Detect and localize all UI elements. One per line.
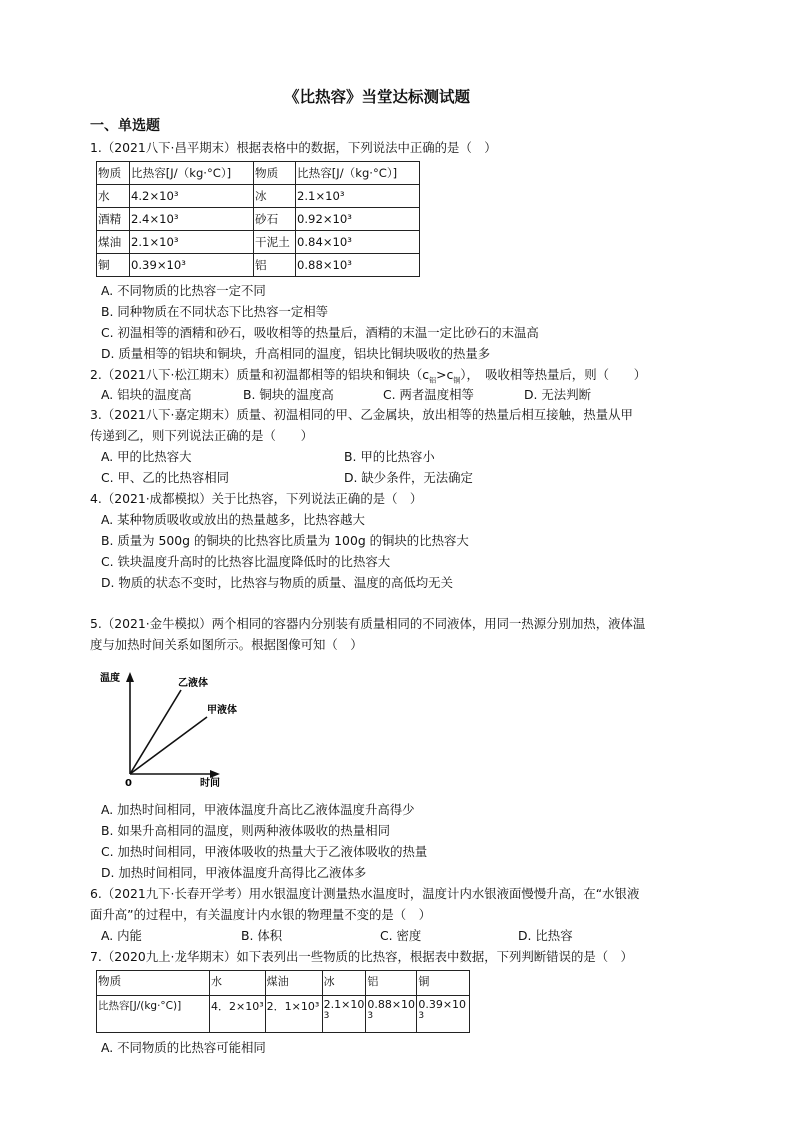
table-header-cell: 煤油	[265, 971, 322, 996]
cell-value-wrap: 3	[367, 1011, 374, 1021]
cell-value: 2.1×10	[323, 998, 365, 1011]
q2-option-b: B. 铜块的温度高	[243, 387, 334, 402]
q2-stem-part: >c	[436, 367, 454, 382]
q5-option-a: A. 加热时间相同，甲液体温度升高比乙液体温度升高得少	[101, 802, 415, 817]
q3-option-c: C. 甲、乙的比热容相同	[101, 470, 230, 485]
x-axis-label: 时间	[200, 778, 220, 789]
q6-option-c: C. 密度	[380, 928, 422, 943]
cell-value-wrap: 3	[418, 1011, 425, 1021]
table-header-cell: 物质	[254, 162, 296, 185]
label-jia-liquid: 甲液体	[207, 705, 237, 716]
q5-option-b: B. 如果升高相同的温度，则两种液体吸收的热量相同	[101, 823, 390, 838]
table-cell: 2.1×10³	[296, 185, 420, 208]
q1-option-b: B. 同种物质在不同状态下比热容一定相等	[101, 304, 329, 319]
q2-subscript-cu: 铜	[453, 376, 461, 385]
q7-table	[96, 970, 470, 1033]
q1-option-c: C. 初温相等的酒精和砂石，吸收相等的热量后，酒精的末温一定比砂石的末温高	[101, 325, 539, 340]
table-row	[97, 254, 420, 277]
q3-stem-line2: 传递到乙，则下列说法正确的是（ ）	[90, 428, 314, 443]
x-axis-arrow	[210, 770, 220, 778]
table-cell	[265, 996, 322, 1033]
table-cell: 4.2×10³	[130, 185, 254, 208]
table-row	[97, 996, 470, 1033]
q3-stem-line1: 3.（2021八下·嘉定期末）质量、初温相同的甲、乙金属块，放出相等的热量后相互接触，热量从甲	[90, 407, 633, 422]
q2-option-a: A. 铝块的温度高	[101, 387, 192, 402]
table-cell: 2.1×10³	[130, 231, 254, 254]
q6-stem-line1: 6.（2021九下·长春开学考）用水银温度计测量热水温度时，温度计内水银液面慢慢升高，在“水银液	[90, 886, 640, 901]
q2-option-d: D. 无法判断	[524, 387, 591, 402]
q5-stem-line1: 5.（2021·金牛模拟）两个相同的容器内分别装有质量相同的不同液体，用同一热源分别加热，液体温	[90, 616, 646, 631]
y-axis-label: 温度	[100, 673, 120, 684]
q2-stem-part: 2.（2021八下·松江期末）质量和初温都相等的铝块和铜块（c	[90, 367, 430, 382]
table-cell	[210, 996, 266, 1033]
table-cell	[322, 996, 366, 1033]
origin-label: 0	[125, 778, 132, 789]
table-cell: 铜	[97, 254, 130, 277]
table-row	[97, 971, 470, 996]
table-cell	[366, 996, 417, 1033]
table-header-cell: 物质	[97, 971, 210, 996]
table-row	[97, 231, 420, 254]
q2-option-c: C. 两者温度相等	[383, 387, 474, 402]
table-cell: 水	[97, 185, 130, 208]
q5-option-d: D. 加热时间相同，甲液体温度升高得比乙液体多	[101, 865, 367, 880]
y-axis-arrow	[126, 672, 134, 682]
q3-option-a: A. 甲的比热容大	[101, 449, 192, 464]
table-row-label: 比热容[J/(kg·°C)]	[97, 996, 210, 1033]
q2-stem-part: ）， 吸收相等热量后，则（ ）	[460, 367, 647, 382]
page-title: 《比热容》当堂达标测试题	[284, 88, 471, 106]
table-row	[97, 185, 420, 208]
cell-value: 0.39×10	[418, 998, 467, 1011]
table-header-cell: 铝	[366, 971, 417, 996]
table-header-cell: 铜	[417, 971, 470, 996]
q4-option-c: C. 铁块温度升高时的比热容比温度降低时的比热容大	[101, 554, 391, 569]
section-heading: 一、单选题	[90, 118, 160, 134]
q1-table	[96, 161, 420, 277]
table-header-cell: 比热容[J/（kg·°C）]	[130, 162, 254, 185]
q4-option-d: D. 物质的状态不变时，比热容与物质的质量、温度的高低均无关	[101, 575, 453, 590]
q1-option-d: D. 质量相等的铝块和铜块，升高相同的温度，铝块比铜块吸收的热量多	[101, 346, 491, 361]
table-row	[97, 162, 420, 185]
q6-option-b: B. 体积	[241, 928, 283, 943]
cell-value: 4．2×10³	[211, 1000, 264, 1013]
cell-value: 0.88×10	[367, 998, 416, 1011]
table-header-cell: 水	[210, 971, 266, 996]
line-liquid-yi	[130, 690, 181, 774]
table-cell: 0.88×10³	[296, 254, 420, 277]
q6-option-a: A. 内能	[101, 928, 142, 943]
q7-stem: 7.（2020九上·龙华期末）如下表列出一些物质的比热容，根据表中数据，下列判断错误的是（ ）	[90, 949, 633, 964]
table-header-cell: 比热容[J/（kg·°C）]	[296, 162, 420, 185]
q2-subscript-al: 铝	[429, 376, 437, 385]
table-cell	[417, 996, 470, 1033]
table-cell: 煤油	[97, 231, 130, 254]
table-cell: 酒精	[97, 208, 130, 231]
table-row	[97, 208, 420, 231]
q6-stem-line2: 面升高”的过程中，有关温度计内水银的物理量不变的是（ ）	[90, 907, 431, 922]
table-cell: 0.39×10³	[130, 254, 254, 277]
table-cell: 铝	[254, 254, 296, 277]
table-cell: 干泥土	[254, 231, 296, 254]
q2-stem	[90, 368, 646, 385]
table-cell: 冰	[254, 185, 296, 208]
q4-option-a: A. 某种物质吸收或放出的热量越多，比热容越大	[101, 512, 365, 527]
q7-option-a: A. 不同物质的比热容可能相同	[101, 1040, 266, 1055]
table-cell: 2.4×10³	[130, 208, 254, 231]
table-cell: 砂石	[254, 208, 296, 231]
q3-option-b: B. 甲的比热容小	[344, 449, 435, 464]
table-header-cell: 物质	[97, 162, 130, 185]
q5-stem-line2: 度与加热时间关系如图所示。根据图像可知（ ）	[90, 637, 363, 652]
q1-option-a: A. 不同物质的比热容一定不同	[101, 283, 266, 298]
table-cell: 0.92×10³	[296, 208, 420, 231]
q3-option-d: D. 缺少条件，无法确定	[344, 470, 473, 485]
q5-option-c: C. 加热时间相同，甲液体吸收的热量大于乙液体吸收的热量	[101, 844, 428, 859]
table-cell: 0.84×10³	[296, 231, 420, 254]
cell-value-wrap: 3	[323, 1011, 330, 1021]
q6-option-d: D. 比热容	[518, 928, 573, 943]
label-yi-liquid: 乙液体	[178, 678, 208, 689]
q4-stem: 4.（2021·成都模拟）关于比热容，下列说法正确的是（ ）	[90, 491, 423, 506]
table-header-cell: 冰	[322, 971, 366, 996]
q1-stem: 1.（2021八下·昌平期末）根据表格中的数据，下列说法中正确的是（ ）	[90, 140, 497, 155]
q4-option-b: B. 质量为 500g 的铜块的比热容比质量为 100g 的铜块的比热容大	[101, 533, 469, 548]
cell-value: 2．1×10³	[266, 1000, 320, 1013]
line-liquid-jia	[130, 717, 207, 774]
temperature-time-graph	[96, 666, 256, 790]
